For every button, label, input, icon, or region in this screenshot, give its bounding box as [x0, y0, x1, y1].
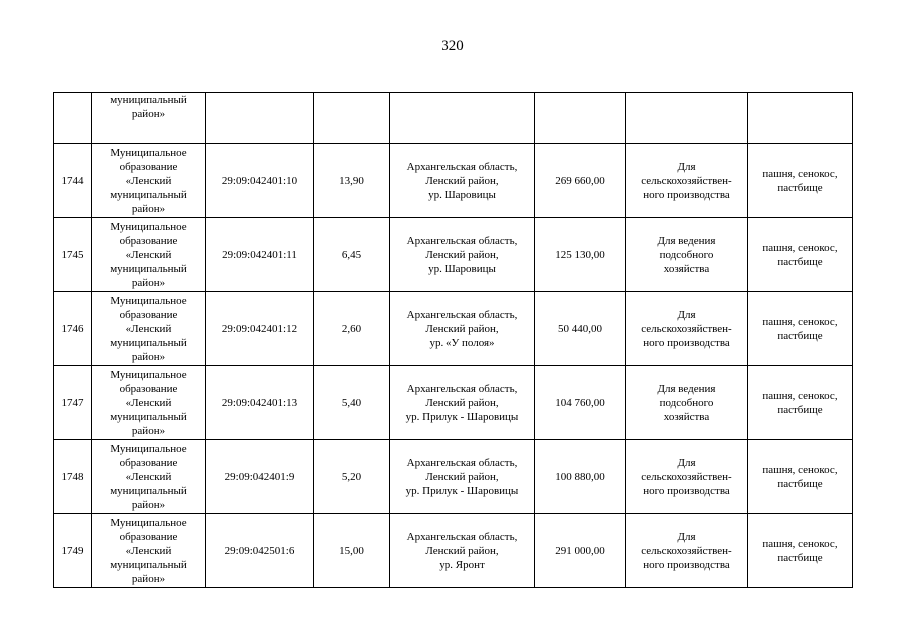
owner-line: образование: [119, 382, 178, 395]
purpose-line: хозяйства: [663, 262, 710, 275]
owner-line: муниципальный: [110, 94, 187, 106]
owner-line: район»: [131, 498, 166, 511]
owner-line: образование: [119, 456, 178, 469]
address-line: ур. Прилук - Шаровицы: [405, 410, 519, 423]
owner-line: «Ленский: [125, 322, 172, 335]
owner-line: муниципальный: [110, 262, 187, 275]
row-number-cell: 1745: [54, 218, 92, 292]
usage-cell: [748, 144, 853, 218]
address-line: Архангельская область,: [406, 456, 518, 469]
table-row: [54, 218, 853, 292]
owner-cell: [92, 93, 206, 144]
owner-line: «Ленский: [125, 544, 172, 557]
address-cell: [390, 440, 535, 514]
purpose-line: ного производства: [643, 188, 730, 201]
owner-line: образование: [119, 234, 178, 247]
cadastre-cell: [206, 93, 314, 144]
owner-cell: [92, 440, 206, 514]
owner-cell: [92, 366, 206, 440]
land-plots-table: [53, 92, 853, 588]
owner-line: Муниципальное: [110, 442, 187, 455]
purpose-line: ного производства: [643, 484, 730, 497]
owner-line: район»: [131, 202, 166, 215]
purpose-cell: [626, 93, 748, 144]
value-cell: 291 000,00: [535, 514, 626, 588]
purpose-cell: [626, 144, 748, 218]
owner-cell: [92, 514, 206, 588]
purpose-line: ного производства: [643, 558, 730, 571]
area-cell: 15,00: [314, 514, 390, 588]
purpose-line: сельскохозяйствен-: [641, 544, 732, 557]
table-body: [54, 93, 853, 588]
owner-line: Муниципальное: [110, 146, 187, 159]
value-cell: 100 880,00: [535, 440, 626, 514]
address-cell: [390, 93, 535, 144]
purpose-line: подсобного: [659, 248, 714, 261]
owner-line: «Ленский: [125, 396, 172, 409]
usage-line: пашня, сенокос,: [762, 537, 838, 550]
purpose-line: подсобного: [659, 396, 714, 409]
value-cell: 50 440,00: [535, 292, 626, 366]
cadastre-cell: 29:09:042401:11: [206, 218, 314, 292]
usage-line: пастбище: [777, 181, 823, 194]
area-cell: [314, 93, 390, 144]
owner-line: муниципальный: [110, 484, 187, 497]
usage-cell: [748, 366, 853, 440]
usage-line: пашня, сенокос,: [762, 167, 838, 180]
purpose-line: сельскохозяйствен-: [641, 470, 732, 483]
usage-line: пастбище: [777, 255, 823, 268]
row-number-cell: 1747: [54, 366, 92, 440]
address-line: ур. Прилук - Шаровицы: [405, 484, 519, 497]
table-row: [54, 292, 853, 366]
owner-line: образование: [119, 530, 178, 543]
cadastre-cell: 29:09:042401:13: [206, 366, 314, 440]
table-row: [54, 440, 853, 514]
owner-line: образование: [119, 308, 178, 321]
owner-line: район»: [131, 108, 166, 120]
area-cell: 2,60: [314, 292, 390, 366]
address-line: ур. Шаровицы: [428, 262, 496, 275]
purpose-line: ного производства: [643, 336, 730, 349]
cadastre-cell: 29:09:042501:6: [206, 514, 314, 588]
usage-line: пашня, сенокос,: [762, 389, 838, 402]
area-cell: 5,40: [314, 366, 390, 440]
address-line: Архангельская область,: [406, 308, 518, 321]
owner-cell: [92, 218, 206, 292]
purpose-cell: [626, 514, 748, 588]
usage-cell: [748, 218, 853, 292]
cadastre-cell: 29:09:042401:10: [206, 144, 314, 218]
owner-line: образование: [119, 160, 178, 173]
cadastre-cell: 29:09:042401:9: [206, 440, 314, 514]
cadastre-cell: 29:09:042401:12: [206, 292, 314, 366]
owner-cell: [92, 292, 206, 366]
owner-line: «Ленский: [125, 174, 172, 187]
usage-line: пастбище: [777, 477, 823, 490]
usage-cell: [748, 292, 853, 366]
purpose-line: хозяйства: [663, 410, 710, 423]
owner-line: муниципальный: [110, 558, 187, 571]
owner-line: Муниципальное: [110, 516, 187, 529]
value-cell: 125 130,00: [535, 218, 626, 292]
address-cell: [390, 144, 535, 218]
page-number: 320: [441, 38, 464, 54]
usage-line: пастбище: [777, 403, 823, 416]
area-cell: 6,45: [314, 218, 390, 292]
purpose-line: Для: [677, 160, 696, 173]
purpose-line: Для ведения: [657, 234, 716, 247]
address-cell: [390, 292, 535, 366]
area-cell: 5,20: [314, 440, 390, 514]
usage-line: пастбище: [777, 329, 823, 342]
usage-cell: [748, 440, 853, 514]
owner-line: Муниципальное: [110, 368, 187, 381]
value-cell: 269 660,00: [535, 144, 626, 218]
address-cell: [390, 218, 535, 292]
owner-line: район»: [131, 424, 166, 437]
usage-cell: [748, 93, 853, 144]
address-line: Ленский район,: [425, 322, 499, 335]
address-line: Ленский район,: [425, 174, 499, 187]
owner-line: муниципальный: [110, 188, 187, 201]
usage-line: пашня, сенокос,: [762, 241, 838, 254]
purpose-line: сельскохозяйствен-: [641, 174, 732, 187]
purpose-cell: [626, 440, 748, 514]
purpose-line: Для: [677, 456, 696, 469]
purpose-line: сельскохозяйствен-: [641, 322, 732, 335]
owner-cell: [92, 144, 206, 218]
usage-line: пашня, сенокос,: [762, 315, 838, 328]
owner-line: Муниципальное: [110, 294, 187, 307]
address-line: Архангельская область,: [406, 234, 518, 247]
owner-line: «Ленский: [125, 470, 172, 483]
address-line: ур. «У полоя»: [429, 336, 495, 349]
row-number-cell: [54, 93, 92, 144]
address-line: Ленский район,: [425, 544, 499, 557]
address-line: Ленский район,: [425, 396, 499, 409]
owner-line: «Ленский: [125, 248, 172, 261]
purpose-cell: [626, 218, 748, 292]
row-number-cell: 1744: [54, 144, 92, 218]
address-line: Архангельская область,: [406, 530, 518, 543]
value-cell: [535, 93, 626, 144]
purpose-cell: [626, 292, 748, 366]
usage-line: пашня, сенокос,: [762, 463, 838, 476]
area-cell: 13,90: [314, 144, 390, 218]
usage-line: пастбище: [777, 551, 823, 564]
owner-line: муниципальный: [110, 336, 187, 349]
address-line: Ленский район,: [425, 470, 499, 483]
purpose-line: Для: [677, 308, 696, 321]
row-number-cell: 1749: [54, 514, 92, 588]
owner-line: муниципальный: [110, 410, 187, 423]
owner-line: район»: [131, 572, 166, 585]
owner-line: район»: [131, 350, 166, 363]
value-cell: 104 760,00: [535, 366, 626, 440]
table-row: [54, 366, 853, 440]
row-number-cell: 1748: [54, 440, 92, 514]
owner-line: район»: [131, 276, 166, 289]
address-cell: [390, 366, 535, 440]
purpose-line: Для ведения: [657, 382, 716, 395]
table-row: [54, 514, 853, 588]
row-number-cell: 1746: [54, 292, 92, 366]
address-line: Архангельская область,: [406, 382, 518, 395]
address-line: Ленский район,: [425, 248, 499, 261]
usage-cell: [748, 514, 853, 588]
purpose-cell: [626, 366, 748, 440]
address-cell: [390, 514, 535, 588]
owner-line: Муниципальное: [110, 220, 187, 233]
purpose-line: Для: [677, 530, 696, 543]
table-row-continuation: [54, 93, 853, 144]
table-row: [54, 144, 853, 218]
address-line: ур. Шаровицы: [428, 188, 496, 201]
address-line: ур. Яронт: [439, 558, 485, 571]
address-line: Архангельская область,: [406, 160, 518, 173]
